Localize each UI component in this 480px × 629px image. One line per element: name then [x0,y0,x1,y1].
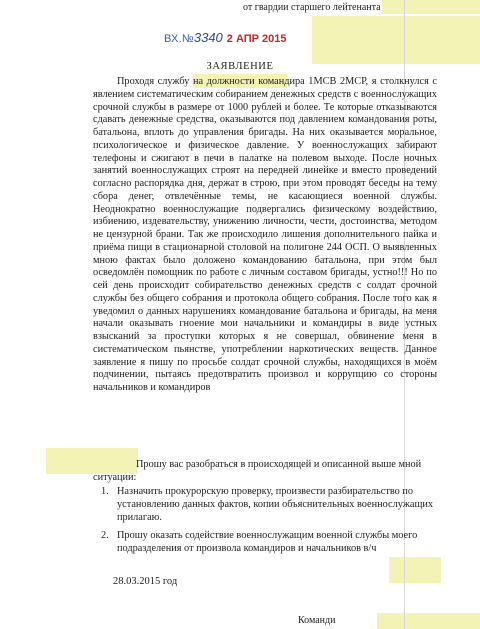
list-item [93,486,438,524]
stamp-label: ВХ.№ [164,33,194,45]
document-title: ЗАЯВЛЕНИЕ [206,61,274,72]
request-paragraph: Прошу вас разобраться в происходящей и описанной выше мной ситуации: [93,459,422,483]
list-marker: 1. [101,486,109,497]
request-list [93,486,438,562]
redaction-highlight [312,16,480,64]
signature-fragment: Команди [298,615,336,626]
redaction-highlight [382,0,480,14]
incoming-stamp [164,30,287,45]
sender-rank-line: от гвардии старшего лейтенанта [243,2,381,13]
list-item-text: Назначить прокурорскую проверку, произвести разбирательство по установлению данных фактов, копии объяснительных военнослужащих прилагаю. [117,486,434,523]
redaction-highlight [377,613,480,629]
stamp-number: 3340 [193,30,223,45]
list-item-text: Прошу оказать содействие военнослужащим военной службы моего подразделения от произвола командиров и начальников в/ч [117,530,418,554]
list-item [93,530,438,556]
list-marker: 2. [101,530,109,542]
document-date: 28.03.2015 год [113,576,178,587]
stamp-date: 2 АПР 2015 [226,33,287,45]
body-paragraph: Проходя службу на должности командира 1МСВ 2МСР, я столкнулся с явлением систематическим собиранием денежных средств с военнослужащих срочной службы в размере от 1000 рублей и более. Те которые отказываются сдавать денежные средства, оказываются под давлением командования роты, батальона, вплоть до управления бригады. На них оказывается моральное, психологическое и физическое давление. У военнослужащих забирают телефоны и сжигают в печи в палатке на полевом выходе. После ночных занятий военнослужащих строят на передней линейке и вместо проведений согласно распорядка дня, держат в строю, при этом проводят беседы на тему сбора денег, отвлечённые темы, не касающиеся военной службы. Неоднократно военнослужащие подвергались физическому воздействию, избиению, издевательству, унижению личности, чести, достоинства, методом не цензурной брани. Так же происходило лишения дополнительного пайка и приёма пищи в стационарной столовой на полигоне 244 ОСП. О выявленных мною фактах было доложено командованию батальона, при этом был осведомлён помощник по работе с личным составом бригады, устно!!! Но по сей день происходит собирательство денежных средств с солдат срочной службы без общего собрания и протокола общего собрания. После того как я уведомил о данных нарушениях командование батальона и бригады, на меня начали оказывать гноение мои начальники и командиры в виде устных взысканий за проступки которых я не совершал, обвинение меня в систематическом пьянстве, употреблении наркотических веществ. Данное заявление я пишу по просьбе солдат срочной службы, находящихся в моём подчинении, пытаясь предотвратить произвол и коррупцию со стороны начальников и командиров [93,76,437,393]
